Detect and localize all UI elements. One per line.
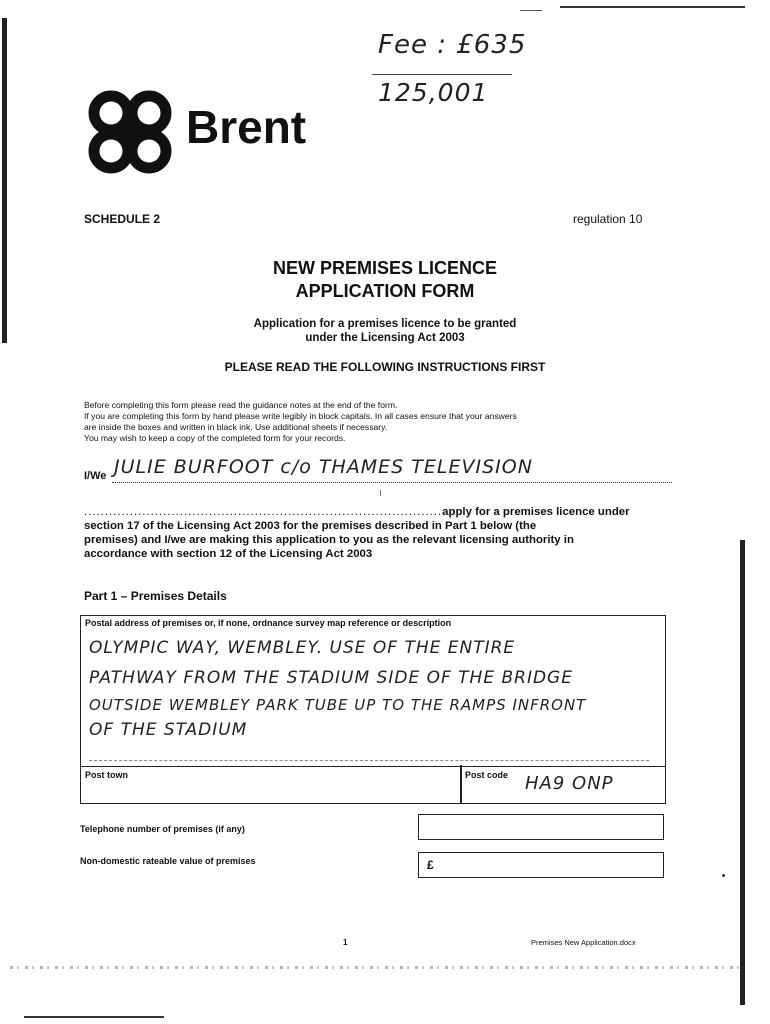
instruction-line: If you are completing this form by hand please write legibly in block capitals. In all cases ensure that your answers <box>84 411 517 421</box>
post-code-label: Post code <box>465 770 509 780</box>
post-code-value: HA9 ONP <box>525 773 614 794</box>
scan-mark-top <box>520 10 542 11</box>
reference-note: 125,001 <box>378 78 489 107</box>
fee-underline <box>372 74 512 75</box>
scan-line-top <box>560 6 745 8</box>
post-code-field[interactable] <box>460 765 666 804</box>
address-line[interactable]: OUTSIDE WEMBLEY PARK TUBE UP TO THE RAMPS INFRONT <box>89 696 587 714</box>
form-title-line1: NEW PREMISES LICENCE <box>272 258 498 278</box>
telephone-label: Telephone number of premises (if any) <box>80 824 245 834</box>
scan-tick-mark <box>380 490 381 496</box>
rateable-value-input[interactable] <box>418 852 664 878</box>
scan-line-bottom <box>24 1016 164 1018</box>
scan-dot <box>722 874 725 877</box>
applicant-label: I/We <box>84 470 107 482</box>
declaration-line2: section 17 of the Licensing Act 2003 for the premises described in Part 1 below (the <box>84 520 537 532</box>
instruction-line: are inside the boxes and written in black ink. Use additional sheets if necessary. <box>84 422 388 432</box>
address-label: Postal address of premises or, if none, ordnance survey map reference or description <box>85 618 452 628</box>
telephone-input[interactable] <box>418 814 664 840</box>
brand-name: Brent <box>186 101 307 153</box>
declaration-line4: accordance with section 12 of the Licensing Act 2003 <box>84 548 373 560</box>
declaration-line1: apply for a premises licence under <box>442 506 630 518</box>
part1-heading: Part 1 – Premises Details <box>84 589 227 603</box>
instruction-line: You may wish to keep a copy of the completed form for your records. <box>84 433 346 443</box>
page-number: 1 <box>343 938 348 947</box>
fee-note: Fee : £635 <box>378 30 527 60</box>
declaration-line3: premises) and I/we are making this application to you as the relevant licensing authority in <box>84 534 574 546</box>
applicant-name-field[interactable]: JULIE BURFOOT c/o THAMES TELEVISION <box>114 456 533 478</box>
form-subtitle-line2: under the Licensing Act 2003 <box>305 332 465 344</box>
post-town-label: Post town <box>85 770 128 780</box>
declaration-paragraph <box>84 505 674 561</box>
address-line[interactable]: OF THE STADIUM <box>89 720 248 740</box>
form-title-line2: APPLICATION FORM <box>295 281 475 301</box>
scan-edge-right <box>740 540 745 1005</box>
schedule-label: SCHEDULE 2 <box>84 212 161 226</box>
rateable-value-label: Non-domestic rateable value of premises <box>80 856 256 866</box>
address-divider <box>89 760 649 761</box>
brent-logo-icon <box>84 88 176 176</box>
scan-noise-band <box>10 966 740 969</box>
address-line[interactable]: OLYMPIC WAY, WEMBLEY. USE OF THE ENTIRE <box>89 638 516 658</box>
address-line[interactable]: PATHWAY FROM THE STADIUM SIDE OF THE BRIDGE <box>89 668 573 688</box>
post-town-field[interactable] <box>80 765 462 804</box>
form-subtitle-line1: Application for a premises licence to be granted <box>253 318 517 330</box>
declaration-dots: ...................................................................................... <box>84 506 443 518</box>
instruction-line: Before completing this form please read the guidance notes at the end of the form. <box>84 400 398 410</box>
instructions-block <box>84 400 684 444</box>
regulation-label: regulation 10 <box>573 212 643 226</box>
footer-filename: Premises New Application.docx <box>531 938 636 947</box>
premises-address-box[interactable] <box>80 615 666 767</box>
instructions-heading: PLEASE READ THE FOLLOWING INSTRUCTIONS FIRST <box>224 360 546 374</box>
pound-sign: £ <box>427 858 434 872</box>
